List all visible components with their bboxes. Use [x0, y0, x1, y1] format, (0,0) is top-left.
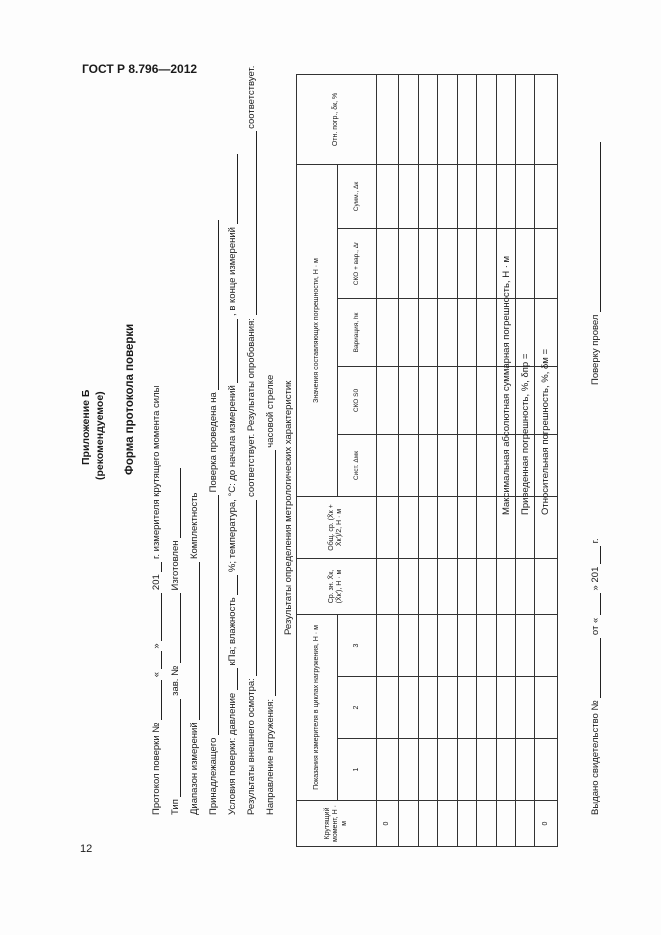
header-mean: Ср. зн. X̄к, (X̄к'), Н · м: [297, 559, 377, 615]
protocol-label: Протокол поверки №: [151, 722, 162, 815]
cycle-3: 3: [337, 615, 376, 677]
reduced-error-label: Приведенная погрешность, %, δпр =: [520, 353, 531, 515]
visual-blank: [246, 500, 257, 676]
type-blank: [170, 699, 181, 797]
component-sko-var: СКО + вар., Δr: [337, 229, 376, 299]
certificate-blank: [590, 638, 601, 698]
date-open: «: [151, 671, 162, 678]
header-components: Значения составляющих погрешности, Н · м: [297, 164, 338, 496]
verification-blank: [208, 220, 219, 390]
humidity-blank: [227, 575, 238, 595]
table-row: [418, 74, 437, 846]
table-row: [477, 74, 496, 846]
conditions-line: [227, 154, 238, 815]
cycle-1: 1: [337, 739, 376, 801]
owner-line: [208, 220, 219, 815]
row-zero-top: 0: [376, 801, 399, 847]
standard-id: ГОСТ Р 8.796—2012: [82, 62, 198, 76]
verification-label: Поверка проведена на: [208, 392, 219, 493]
owner-blank: [208, 495, 219, 735]
type-label: Тип: [170, 799, 181, 815]
page-number: 12: [80, 843, 93, 855]
cert-day-blank: [590, 593, 601, 615]
type-line: [170, 468, 181, 815]
header-readings: Показания измерителя в циклах нагружения, Н · м: [297, 615, 338, 801]
table-row: [457, 74, 476, 846]
direction-blank: [265, 450, 276, 696]
visual-line: [246, 66, 257, 815]
visual-label: Результаты внешнего осмотра:: [246, 678, 257, 815]
cert-year-blank: [590, 546, 601, 564]
serial-blank: [170, 593, 181, 663]
header-overall: Общ. ср. (X̄к + X̄к')/2, Н · м: [297, 497, 377, 559]
from-label: от «: [590, 617, 601, 636]
range-blank: [189, 562, 200, 720]
year-blank: [151, 562, 162, 572]
component-sum: Сумм., Δк: [337, 164, 376, 228]
relative-error-label: Относительная погрешность, %, δм =: [540, 348, 551, 515]
component-sko: СКО S0: [337, 367, 376, 435]
conditions-temp-end: , в конце измерений: [227, 227, 238, 316]
range-line: [189, 493, 200, 815]
month-blank: [151, 593, 162, 641]
table-row: [376, 74, 399, 846]
relative-error-line: [540, 349, 551, 515]
certificate-label: Выдано свидетельство №: [590, 700, 601, 815]
cycle-2: 2: [337, 677, 376, 739]
reduced-error-line: [520, 354, 531, 515]
max-error-label: Максимальная абсолютная суммарная погрешность, Н · м: [501, 255, 512, 515]
manufacturer-label: Изготовлен: [170, 540, 181, 591]
component-sys: Сист. Δмк: [337, 435, 376, 497]
range-label: Диапазон измерений: [189, 722, 200, 815]
verified-blank: [590, 142, 601, 312]
protocol-line: [151, 386, 162, 815]
testing-result: соответствует.: [246, 65, 257, 129]
verified-label: Поверку провел: [590, 314, 601, 385]
conditions-temp-start: %; температура, °С: до начала измерений: [227, 385, 238, 573]
cert-year-label: 201: [590, 566, 601, 583]
max-error-line: [501, 256, 512, 515]
form-title: Форма протокола поверки: [124, 323, 136, 475]
protocol-tail: г. измерителя крутящего момента силы: [151, 385, 162, 559]
verified-line: [590, 142, 601, 385]
testing-blank: [246, 131, 257, 315]
temp-end-blank: [227, 154, 238, 224]
header-torque: Крутящий момент, Н · м: [297, 801, 377, 847]
day-blank: [151, 651, 162, 669]
manufacturer-blank: [170, 468, 181, 538]
header-relative: Отн. погр., δк, %: [297, 74, 377, 164]
year-label: 201: [151, 574, 162, 591]
conditions-pressure: Условия поверки: давление: [227, 692, 238, 815]
results-table: [296, 74, 558, 847]
row-zero-bottom: 0: [535, 801, 558, 847]
direction-label: Направление нагружения:: [265, 699, 276, 815]
date-close: »: [151, 643, 162, 649]
pressure-blank: [227, 668, 238, 690]
serial-label: зав. №: [170, 665, 181, 696]
table-row: [399, 74, 418, 846]
temp-start-blank: [227, 319, 238, 383]
protocol-number-blank: [151, 680, 162, 720]
annex-subtitle: (рекомендуемое): [94, 391, 106, 480]
component-variation: Вариация, hк: [337, 299, 376, 367]
completeness-label: Комплектность: [189, 492, 200, 560]
annex-title: Приложение Б: [80, 389, 92, 465]
cert-year-tail: г.: [590, 538, 601, 544]
table-row: [438, 74, 457, 846]
conditions-humidity: кПа; влажность: [227, 597, 238, 666]
owner-label: Принадлежащего: [208, 737, 219, 815]
direction-line: [265, 375, 276, 815]
direction-tail: часовой стрелке: [265, 374, 276, 448]
table-caption: Результаты определения метрологических характеристик: [283, 380, 294, 635]
from-close: »: [590, 585, 601, 591]
visual-result: соответствует. Результаты опробования:: [246, 318, 257, 497]
certificate-line: [590, 538, 601, 815]
